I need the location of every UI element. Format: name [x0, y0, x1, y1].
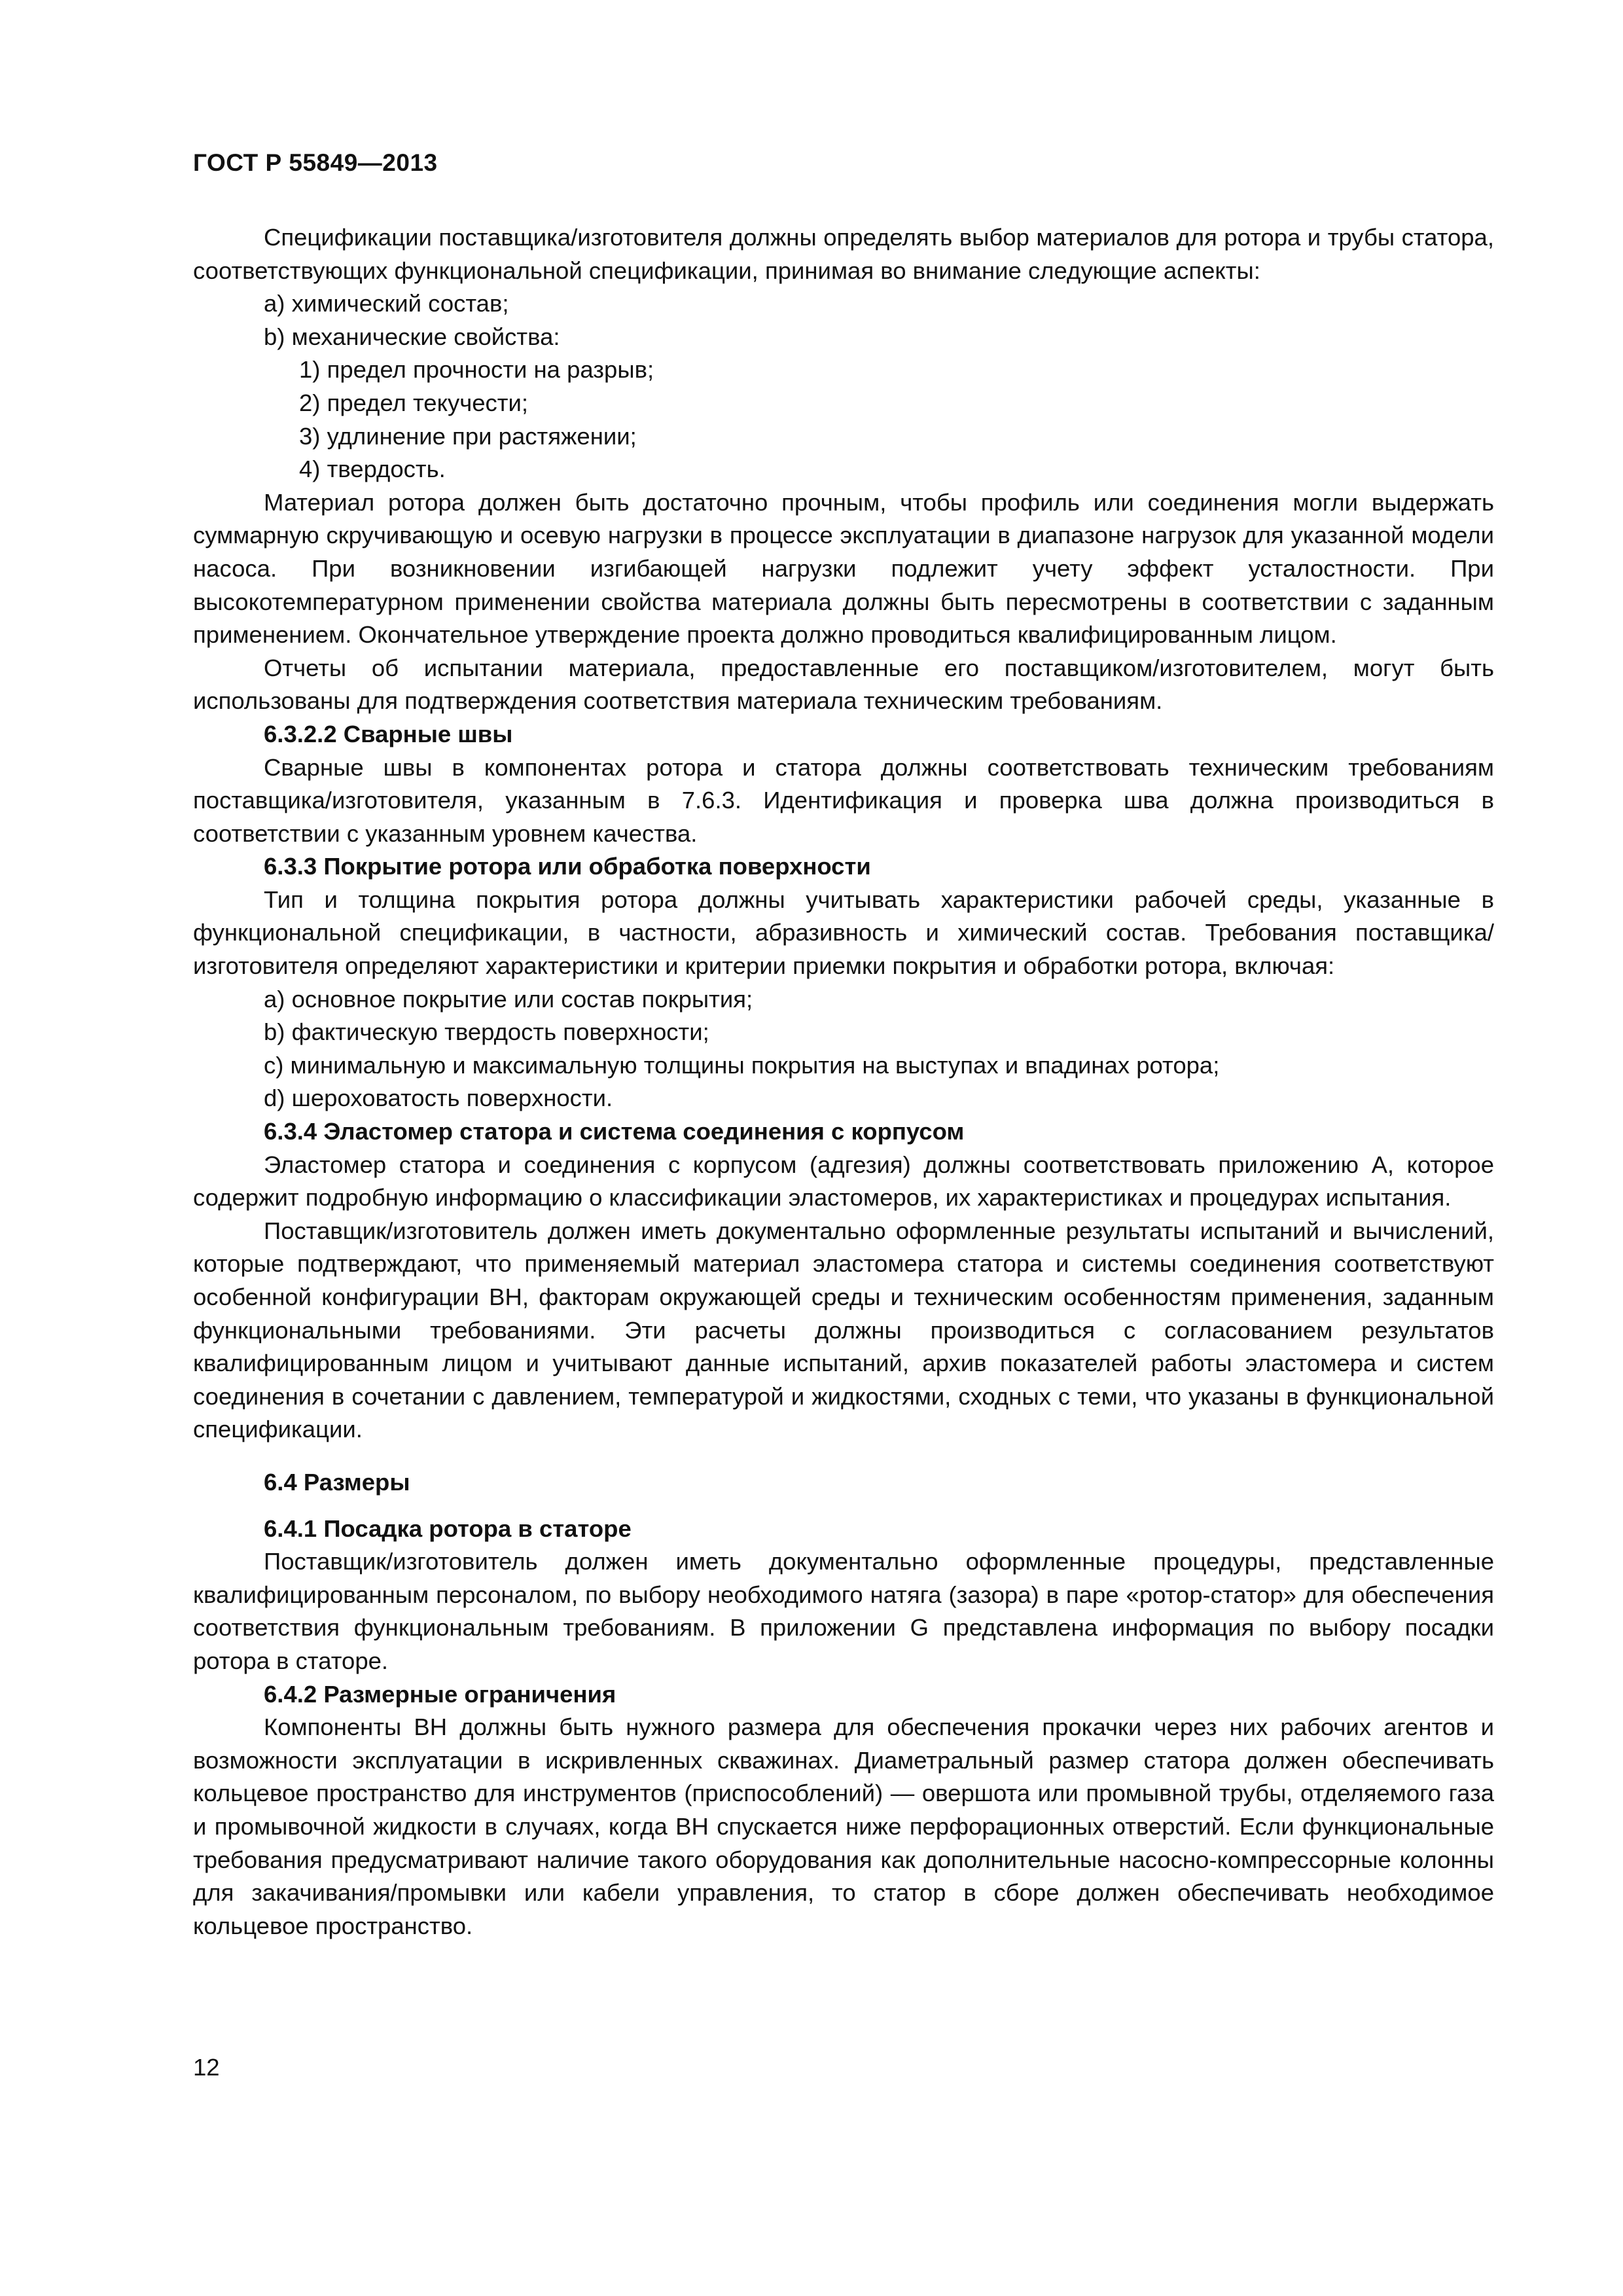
list-item: d) шероховатость поверхности. — [264, 1085, 613, 1112]
list-item: b) фактическую твердость поверхности; — [264, 1018, 709, 1046]
paragraph: Эластомер статора и соединения с корпусом (адгезия) должны соответствовать приложению А, которое содержит подробную информацию о классификации эластомеров, их характеристиках и процедурах испытания. — [193, 1151, 1494, 1211]
sub-list-item: 3) удлинение при растяжении; — [299, 422, 637, 450]
list-item: a) химический состав; — [264, 290, 509, 317]
section-heading: 6.3.3 Покрытие ротора или обработка поверхности — [264, 853, 871, 880]
section-heading: 6.4.1 Посадка ротора в статоре — [264, 1515, 632, 1542]
sub-list-item: 1) предел прочности на разрыв; — [299, 356, 654, 384]
section-heading: 6.4.2 Размерные ограничения — [264, 1680, 616, 1708]
list-item: a) основное покрытие или состав покрытия; — [264, 985, 753, 1013]
section-heading: 6.4 Размеры — [264, 1468, 410, 1496]
paragraph: Материал ротора должен быть достаточно прочным, чтобы профиль или соединения могли выдержать суммарную скручивающую и осевую нагрузки в процессе эксплуатации в диапазоне нагрузок для указанной модели насоса. При возникновении изгибающей нагрузки подлежит учету эффект усталостности. При высокотемпературном применении свойства материала должны быть пересмотрены в соответствии с заданным применением. Окончательное утверждение проекта должно проводиться квалифицированным лицом. — [193, 488, 1494, 649]
sub-list-item: 4) твердость. — [299, 456, 446, 483]
page-number: 12 — [193, 2054, 220, 2081]
document-header: ГОСТ Р 55849—2013 — [193, 149, 438, 176]
paragraph: Сварные швы в компонентах ротора и статора должны соответствовать техническим требованиям поставщика/изготовителя, указанным в 7.6.3. Идентификация и проверка шва должна производиться в соответствии с указанным уровнем качества. — [193, 753, 1494, 847]
paragraph: Спецификации поставщика/изготовителя должны определять выбор материалов для ротора и трубы статора, соответствующих функциональной спецификации, принимая во внимание следующие аспекты: — [193, 224, 1494, 284]
section-heading: 6.3.2.2 Сварные швы — [264, 720, 513, 747]
paragraph: Поставщик/изготовитель должен иметь документально оформленные результаты испытаний и вычислений, которые подтверждают, что применяемый материал эластомера статора и системы соединения соответствуют особенной конфигурации ВН, факторам окружающей среды и техническим особенностям применения, заданным функциональными требованиями. Эти расчеты должны производиться с согласованием результатов квалифицированным лицом и учитывают данные испытаний, архив показателей работы эластомера и систем соединения в сочетании с давлением, температурой и жидкостями, сходных с теми, что указаны в функциональной спецификации. — [193, 1217, 1494, 1443]
paragraph: Тип и толщина покрытия ротора должны учитывать характеристики рабочей среды, указанные в функциональной спецификации, в частности, абразивность и химический состав. Требования поставщика/изготовителя определяют характеристики и критерии приемки покрытия и обработки ротора, включая: — [193, 886, 1494, 980]
list-item: b) механические свойства: — [264, 323, 560, 350]
paragraph: Поставщик/изготовитель должен иметь документально оформленные процедуры, представленные квалифицированным персоналом, по выбору необходимого натяга (зазора) в паре «ротор-статор» для обеспечения соответствия функциональным требованиям. В приложении G представлена информация по выбору посадки ротора в статоре. — [193, 1548, 1494, 1674]
sub-list-item: 2) предел текучести; — [299, 389, 529, 416]
paragraph: Отчеты об испытании материала, предоставленные его поставщиком/изготовителем, могут быть использованы для подтверждения соответствия материала техническим требованиям. — [193, 654, 1494, 715]
document-body — [193, 221, 1494, 1943]
section-heading: 6.3.4 Эластомер статора и система соединения с корпусом — [264, 1118, 965, 1145]
list-item: c) минимальную и максимальную толщины покрытия на выступах и впадинах ротора; — [264, 1051, 1220, 1079]
paragraph: Компоненты ВН должны быть нужного размера для обеспечения прокачки через них рабочих агентов и возможности эксплуатации в искривленных скважинах. Диаметральный размер статора должен обеспечивать кольцевое пространство для инструментов (приспособлений) — овершота или промывной трубы, отделяемого газа и промывочной жидкости в случаях, когда ВН спускается ниже перфорационных отверстий. Если функциональные требования предусматривают наличие такого оборудования как дополнительные насосно-компрессорные колонны для закачивания/промывки или кабели управления, то статор в сборе должен обеспечивать необходимое кольцевое пространство. — [193, 1713, 1494, 1939]
